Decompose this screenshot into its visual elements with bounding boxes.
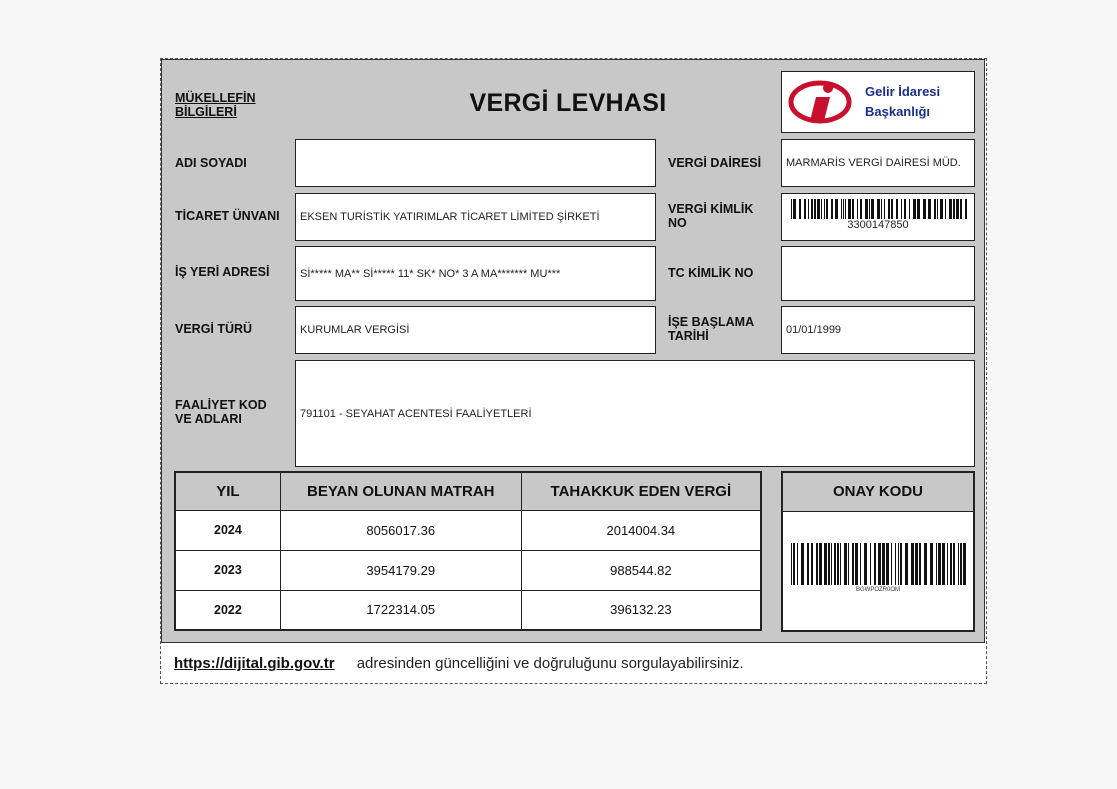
tax-table-header	[175, 472, 761, 510]
cell-year: 2022	[175, 590, 280, 630]
label-is-yeri-adresi: İŞ YERİ ADRESİ	[175, 265, 270, 279]
gib-link[interactable]: https://dijital.gib.gov.tr	[174, 655, 335, 672]
onay-barcode	[791, 543, 967, 585]
field-vergi-turu: KURUMLAR VERGİSİ	[295, 306, 656, 354]
cell-vergi: 396132.23	[521, 590, 761, 630]
cell-matrah: 3954179.29	[280, 550, 521, 590]
header-beyan-olunan-matrah: BEYAN OLUNAN MATRAH	[280, 472, 521, 510]
table-row	[175, 550, 761, 590]
cell-vergi: 2014004.34	[521, 510, 761, 550]
cell-vergi: 988544.82	[521, 550, 761, 590]
header-yil: YIL	[175, 472, 280, 510]
field-ise-baslama-tarihi: 01/01/1999	[781, 306, 975, 354]
label-vergi-kimlik-no: VERGİ KİMLİK NO	[668, 202, 754, 230]
field-adi-soyadi	[295, 139, 656, 187]
tax-table	[174, 471, 762, 631]
vkn-barcode	[791, 199, 967, 219]
document-title: VERGİ LEVHASI	[469, 89, 667, 117]
barcode-bar	[965, 199, 967, 219]
gib-logo	[781, 71, 975, 133]
table-row	[175, 510, 761, 550]
cell-matrah: 1722314.05	[280, 590, 521, 630]
label-vergi-turu: VERGİ TÜRÜ	[175, 322, 253, 336]
barcode-gap	[966, 543, 967, 585]
label-adi-soyadi: ADI SOYADI	[175, 156, 247, 170]
footer-text: adresinden güncelliğini ve doğruluğunu sorgulayabilirsiniz.	[356, 655, 744, 672]
header-tahakkuk-eden-vergi: TAHAKKUK EDEN VERGİ	[521, 472, 761, 510]
field-faaliyet: 791101 - SEYAHAT ACENTESİ FAALİYETLERİ	[295, 360, 975, 467]
gib-logo-text: Gelir İdaresi Başkanlığı	[865, 84, 941, 119]
field-ticaret-unvani: EKSEN TURİSTİK YATIRIMLAR TİCARET LİMİTED ŞİRKETİ	[295, 193, 656, 241]
onay-kodu-panel	[781, 471, 975, 632]
gib-logo-icon	[786, 77, 862, 127]
onay-kodu-title: ONAY KODU	[783, 473, 973, 512]
field-vergi-dairesi: MARMARİS VERGİ DAİRESİ MÜD.	[781, 139, 975, 187]
vergi-levhasi-card	[161, 59, 985, 643]
onay-code-text: BGWPOZR0OM	[855, 587, 900, 593]
cell-year: 2023	[175, 550, 280, 590]
label-faaliyet: FAALİYET KOD VE ADLARI	[175, 398, 267, 426]
vkn-number: 3300147850	[847, 219, 909, 231]
table-row	[175, 590, 761, 630]
field-tc-kimlik-no	[781, 246, 975, 301]
label-ticaret-unvani: TİCARET ÜNVANI	[175, 209, 280, 223]
field-vergi-kimlik-no	[781, 193, 975, 241]
owner-info-label: MÜKELLEFİN BİLGİLERİ	[175, 91, 256, 119]
cell-matrah: 8056017.36	[280, 510, 521, 550]
document-sheet	[160, 58, 987, 684]
label-ise-baslama-tarihi: İŞE BAŞLAMA TARİHİ	[668, 315, 754, 343]
label-tc-kimlik-no: TC KİMLİK NO	[668, 266, 754, 280]
verification-footer	[174, 655, 744, 672]
label-vergi-dairesi: VERGİ DAİRESİ	[668, 156, 762, 170]
cell-year: 2024	[175, 510, 280, 550]
field-is-yeri-adresi: Sİ***** MA** Sİ***** 11* SK* NO* 3 A MA******* MU***	[295, 246, 656, 301]
